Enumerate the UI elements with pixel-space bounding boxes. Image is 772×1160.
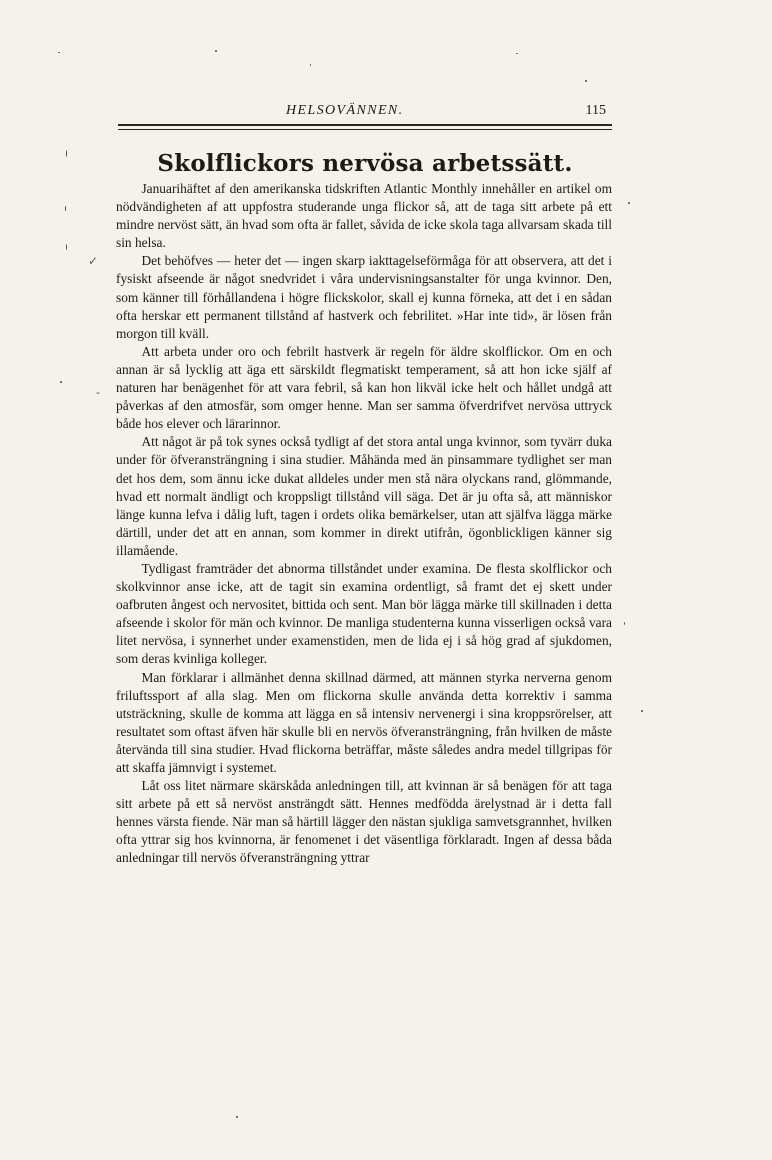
running-header: [118, 103, 612, 125]
paper-speck: [60, 381, 62, 383]
header-rule-thin: [118, 129, 612, 130]
paper-speck: [585, 80, 587, 82]
paper-speck: [66, 244, 67, 250]
paragraph-6: Man förklarar i allmänhet denna skillnad därmed, att männen styrka nerverna genom friluftssport af alla slag. Men om flickorna skulle använda detta korrektiv i samma utsträckning, skulle de komma att lägga en så intensiv nervenergi i sina kroppsrörelser, att resultatet som oftast äfven här skulle bli en nervös öfveransträngning, från hvilken de måste återvända till sina studier. Hvad flickorna beträffar, måste således andra medel tillgripas för att skaffa jämnvigt i systemet.: [116, 669, 612, 775]
paper-speck: [516, 53, 518, 54]
paragraph-7: Låt oss litet närmare skärskåda anledningen till, att kvinnan är så benägen för att taga sitt arbete på ett så nervöst ansträngdt sätt. Hennes medfödda ärelystnad är i detta fall hennes värsta fiende. När man så härtill lägger den nästan sjukliga samvetsgrannhet, hvilken ofta yttrar sig hos kvinnorna, är fenomenet i det väsentliga förklaradt. Ingen af dessa båda anledningar till nervös öfveransträngning yttrar: [116, 778, 612, 866]
paragraph-2: Det behöfves — heter det — ingen skarp iakttagelseförmåga för att observera, att det i fysiskt afseende är något snedvridet i våra undervisningsanstalter för unga kvinnor. Den, som känner till förhållandena i högre flickskolor, skall ej kunna förneka, att det i en sådan ofta herskar ett permanent tillstånd af hastverk och febrilitet. »Har inte tid», är lösen från morgon till kväll.: [116, 253, 612, 341]
pencil-check-mark: ✓: [88, 254, 99, 268]
paper-speck: [215, 50, 217, 52]
paper-speck: [628, 202, 630, 204]
paper-speck: [65, 206, 66, 211]
paragraph-1: Januarihäftet af den amerikanska tidskriften Atlantic Monthly innehåller en artikel om nödvändigheten af att uppfostra studerande unga flickor så, att de taga sitt arbete på ett mindre nervöst sätt, än hvad som ofta är fallet, såvida de icke skola taga allvarsam skada till sin helsa.: [116, 181, 612, 251]
header-rule-thick: [118, 124, 612, 126]
margin-dash: -: [96, 385, 100, 399]
article-body: [116, 180, 612, 868]
journal-title: HELSOVÄNNEN.: [286, 103, 404, 118]
article-title: Skolflickors nervösa arbetssätt.: [157, 150, 573, 177]
paper-speck: [310, 64, 311, 66]
paragraph-5: Tydligast framträder det abnorma tillståndet under examina. De flesta skolflickor och skolkvinnor anse icke, att de tagit sin examina ordentligt, så framt det ej skett under oafbruten ångest och nervositet, bittida och sent. Man bör lägga märke till skillnaden i detta afseende i skolor för män och kvinnor. De manliga studenterna kunna visserligen också vara litet nervösa, i synnerhet under examenstiden, men de lida ej i så hög grad af sjukdomen, som deras kvinliga kolleger.: [116, 560, 612, 667]
paper-speck: [641, 710, 643, 712]
paragraph-3: Att arbeta under oro och febrilt hastverk är regeln för äldre skolflickor. Om en och annan är så lycklig att äga ett särskildt flegmatiskt temperament, så att hon icke själf af naturen har benägenhet för att vara febril, så kan hon likväl icke helt och hållet undgå att påverkas af den atmosfär, som omger henne. Man ser samma öfverdrifvet nervösa uttryck både hos elever och lärarinnor.: [116, 343, 612, 432]
page-number: 115: [585, 103, 606, 118]
paper-speck: [624, 622, 625, 625]
paragraph-4: Att något är på tok synes också tydligt af det stora antal unga kvinnor, som tyvärr duka under för öfveransträngning i sina studier. Måhända med än pinsammare tydlighet ser man det hos dem, som ännu icke dukat alldeles under men stå nära olyckans rand, glömmande, hvad ett normalt ändligt och kroppsligt tillstånd vill säga. Det är ju ofta så, att människor länge kunna lefva i dålig luft, tagen i ordets olika bemärkelser, utan att själfva lägga märke därtill, under det att en annan, som kommer in direkt utifrån, ögonblickligen känner sig illamående.: [116, 434, 612, 558]
paper-speck: [58, 52, 60, 53]
paper-speck: [66, 150, 67, 157]
paper-speck: [236, 1116, 238, 1118]
